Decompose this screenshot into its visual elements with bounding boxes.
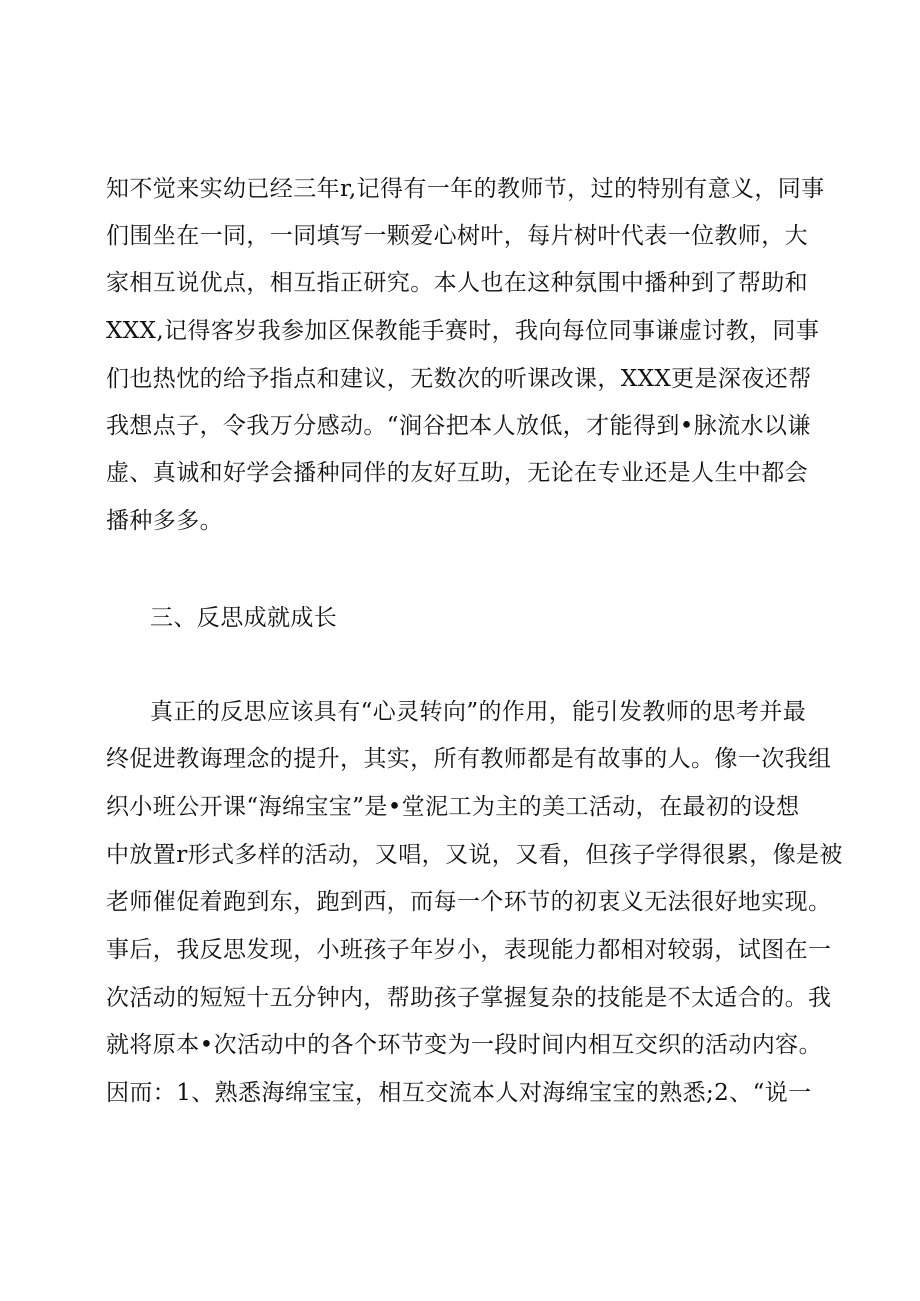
paragraph-2-line-1: 真正的反思应该具有“心灵转向”的作用，能引发教师的思考并最 xyxy=(150,699,807,725)
paragraph-1-line-1: 知不觉来实幼已经三年r,记得有一年的教师节，过的特别有意义，同事 xyxy=(106,176,825,202)
paragraph-2-line-9: 因而：1、熟悉海绵宝宝，相互交流本人对海绵宝宝的熟悉;2、“说一 xyxy=(106,1080,812,1106)
paragraph-1-line-6: 我想点子，令我万分感动。“涧谷把本人放低，才能得到•脉流水以谦 xyxy=(106,413,811,439)
paragraph-2-line-6: 事后，我反思发现，小班孩子年岁小，表现能力都相对较弱，试图在一 xyxy=(106,937,832,963)
paragraph-2-line-4: 中放置r形式多样的活动，又唱，又说，又看，但孩子学得很累，像是被 xyxy=(106,842,843,868)
section-heading: 三、反思成就成长 xyxy=(150,605,338,631)
paragraph-2-line-8: 就将原本•次活动中的各个环节变为一段时间内相互交织的活动内容。 xyxy=(106,1032,822,1058)
paragraph-1-line-5: 们也热忱的给予指点和建议，无数次的听课改课，XXX更是深夜还帮 xyxy=(106,366,812,392)
paragraph-2-line-3: 织小班公开课“海绵宝宝”是•堂泥工为主的美工活动，在最初的设想 xyxy=(106,794,800,820)
paragraph-1-line-3: 家相互说优点，相互指正研究。本人也在这种氛围中播种到了帮助和 xyxy=(106,270,808,296)
paragraph-2-line-2: 终促进教诲理念的提升，其实，所有教师都是有故事的人。像一次我组 xyxy=(106,746,832,772)
paragraph-1-line-4: XXX,记得客岁我参加区保教能手赛时，我向每位同事谦虚讨教，同事 xyxy=(106,318,820,344)
paragraph-1-line-8: 播种多多。 xyxy=(106,508,223,534)
paragraph-1-line-2: 们围坐在一同，一同填写一颗爱心树叶，每片树叶代表一位教师，大 xyxy=(106,223,808,249)
paragraph-2-line-7: 次活动的短短十五分钟内，帮助孩子掌握复杂的技能是不太适合的。我 xyxy=(106,985,832,1011)
paragraph-2-line-5: 老师催促着跑到东，跑到西，而每一个环节的初衷义无法很好地实现。 xyxy=(106,889,832,915)
paragraph-1-line-7: 虚、真诚和好学会播种同伴的友好互助，无论在专业还是人生中都会 xyxy=(106,460,808,486)
